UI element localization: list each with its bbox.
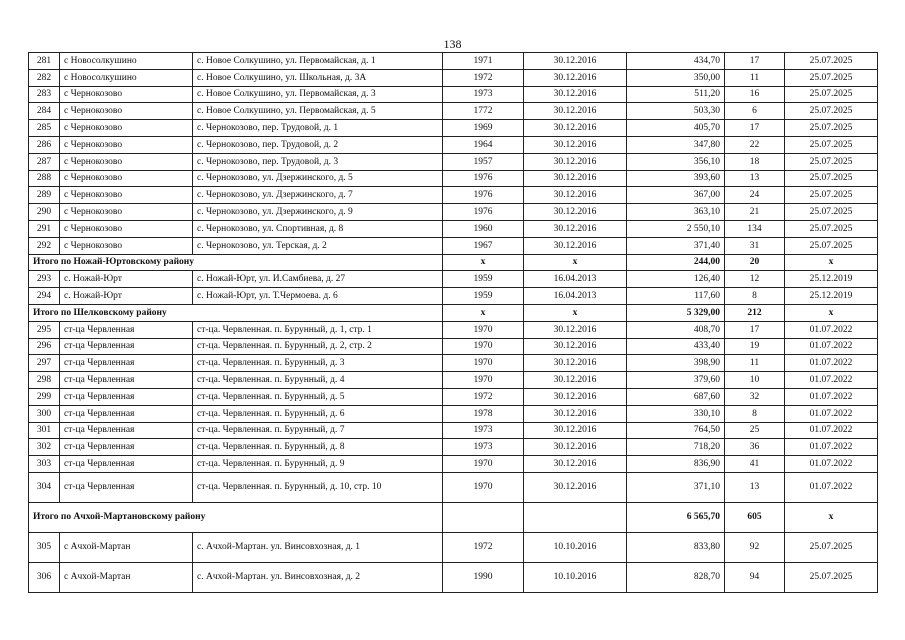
residents-count-cell: 134 [725,220,785,237]
table-row [29,532,878,562]
date-cell: 30.12.2016 [524,472,627,502]
year-cell: 1978 [443,405,524,422]
locality-cell: с Ачхой-Мартан [60,532,193,562]
deadline-cell: х [785,502,878,532]
locality-cell: с Новосолкушино [60,53,193,70]
district-total-label: Итого по Ачхой-Мартановскому району [29,502,443,532]
locality-cell: ст-ца Червленная [60,338,193,355]
area-cell: 379,60 [627,372,725,389]
table-row [29,372,878,389]
date-cell: 30.12.2016 [524,204,627,221]
row-number-cell: 298 [29,372,60,389]
table-row [29,388,878,405]
deadline-cell: 25.07.2025 [785,120,878,137]
residents-count-cell: 212 [725,304,785,321]
area-cell: 836,90 [627,456,725,473]
table-row [29,237,878,254]
row-number-cell: 294 [29,288,60,305]
district-total-row [29,254,878,271]
deadline-cell: 25.07.2025 [785,170,878,187]
district-total-label: Итого по Ножай-Юртовскому району [29,254,443,271]
locality-cell: с Чернокозово [60,120,193,137]
locality-cell: ст-ца Червленная [60,472,193,502]
area-cell: 433,40 [627,338,725,355]
area-cell: 764,50 [627,422,725,439]
residents-count-cell: 20 [725,254,785,271]
address-cell: с. Чернокозово, пер. Трудовой, д. 3 [193,153,443,170]
year-cell: 1973 [443,422,524,439]
area-cell: 126,40 [627,271,725,288]
address-cell: ст-ца. Червленная. п. Бурунный, д. 3 [193,355,443,372]
area-cell: 244,00 [627,254,725,271]
year-cell: 1960 [443,220,524,237]
date-cell: 30.12.2016 [524,372,627,389]
residents-count-cell: 10 [725,372,785,389]
area-cell: 371,10 [627,472,725,502]
area-cell: 330,10 [627,405,725,422]
deadline-cell: 25.07.2025 [785,53,878,70]
table-row [29,338,878,355]
area-cell: 367,00 [627,187,725,204]
residents-count-cell: 22 [725,136,785,153]
table-row [29,153,878,170]
locality-cell: с Чернокозово [60,204,193,221]
deadline-cell: 01.07.2022 [785,338,878,355]
residents-count-cell: 18 [725,153,785,170]
area-cell: 408,70 [627,321,725,338]
date-cell: 10.10.2016 [524,532,627,562]
year-cell: 1973 [443,86,524,103]
address-cell: с. Ножай-Юрт, ул. И.Самбиева, д. 27 [193,271,443,288]
area-cell: 503,30 [627,103,725,120]
year-cell: 1772 [443,103,524,120]
residents-count-cell: 31 [725,237,785,254]
year-cell: 1967 [443,237,524,254]
date-cell: х [524,304,627,321]
table-row [29,136,878,153]
residents-count-cell: 11 [725,69,785,86]
date-cell: х [524,254,627,271]
date-cell: 30.12.2016 [524,388,627,405]
locality-cell: с Чернокозово [60,103,193,120]
table-row [29,271,878,288]
district-total-row [29,304,878,321]
address-cell: ст-ца. Червленная. п. Бурунный, д. 1, стр. 1 [193,321,443,338]
date-cell: 30.12.2016 [524,456,627,473]
row-number-cell: 292 [29,237,60,254]
year-cell: 1957 [443,153,524,170]
year-cell: х [443,254,524,271]
residents-count-cell: 19 [725,338,785,355]
deadline-cell: 25.07.2025 [785,562,878,592]
row-number-cell: 288 [29,170,60,187]
date-cell: 30.12.2016 [524,69,627,86]
year-cell: 1964 [443,136,524,153]
locality-cell: ст-ца Червленная [60,321,193,338]
deadline-cell: 01.07.2022 [785,372,878,389]
deadline-cell: 25.07.2025 [785,153,878,170]
row-number-cell: 296 [29,338,60,355]
year-cell: 1976 [443,187,524,204]
table-row [29,422,878,439]
date-cell: 30.12.2016 [524,321,627,338]
address-cell: с. Ачхой-Мартан. ул. Винсовхозная, д. 2 [193,562,443,592]
area-cell: 687,60 [627,388,725,405]
address-cell: с. Чернокозово, ул. Дзержинского, д. 5 [193,170,443,187]
locality-cell: с Чернокозово [60,86,193,103]
address-cell: с. Чернокозово, пер. Трудовой, д. 1 [193,120,443,137]
locality-cell: ст-ца Червленная [60,439,193,456]
year-cell: 1972 [443,532,524,562]
residents-count-cell: 41 [725,456,785,473]
table-row [29,69,878,86]
row-number-cell: 287 [29,153,60,170]
area-cell: 371,40 [627,237,725,254]
year-cell: 1990 [443,562,524,592]
locality-cell: с Ачхой-Мартан [60,562,193,592]
row-number-cell: 290 [29,204,60,221]
table-row [29,405,878,422]
year-cell: 1959 [443,288,524,305]
date-cell: 16.04.2013 [524,271,627,288]
area-cell: 398,90 [627,355,725,372]
address-cell: с. Новое Солкушино, ул. Первомайская, д. 1 [193,53,443,70]
table-row [29,120,878,137]
residents-count-cell: 36 [725,439,785,456]
date-cell: 30.12.2016 [524,405,627,422]
locality-cell: с Чернокозово [60,136,193,153]
deadline-cell: 01.07.2022 [785,321,878,338]
deadline-cell: 01.07.2022 [785,472,878,502]
deadline-cell: 01.07.2022 [785,422,878,439]
address-cell: с. Новое Солкушино, ул. Первомайская, д. 3 [193,86,443,103]
year-cell: 1969 [443,120,524,137]
year-cell: 1959 [443,271,524,288]
row-number-cell: 297 [29,355,60,372]
address-cell: с. Чернокозово, ул. Дзержинского, д. 7 [193,187,443,204]
area-cell: 347,80 [627,136,725,153]
residents-count-cell: 92 [725,532,785,562]
table-row [29,355,878,372]
deadline-cell: 25.07.2025 [785,136,878,153]
residents-count-cell: 16 [725,86,785,103]
deadline-cell: 25.07.2025 [785,86,878,103]
table-row [29,53,878,70]
address-cell: ст-ца. Червленная. п. Бурунный, д. 10, стр. 10 [193,472,443,502]
row-number-cell: 293 [29,271,60,288]
locality-cell: ст-ца Червленная [60,456,193,473]
locality-cell: ст-ца Червленная [60,388,193,405]
row-number-cell: 303 [29,456,60,473]
date-cell: 30.12.2016 [524,136,627,153]
deadline-cell: 25.07.2025 [785,220,878,237]
residents-count-cell: 8 [725,288,785,305]
row-number-cell: 283 [29,86,60,103]
row-number-cell: 291 [29,220,60,237]
residents-count-cell: 24 [725,187,785,204]
residents-count-cell: 13 [725,170,785,187]
table-body [29,53,878,593]
locality-cell: с Чернокозово [60,187,193,204]
deadline-cell: 25.12.2019 [785,288,878,305]
page-number: 138 [443,37,462,51]
table-row [29,187,878,204]
residents-count-cell: 21 [725,204,785,221]
date-cell: 30.12.2016 [524,422,627,439]
year-cell: 1971 [443,53,524,70]
locality-cell: ст-ца Червленная [60,372,193,389]
locality-cell: с Новосолкушино [60,69,193,86]
residents-count-cell: 12 [725,271,785,288]
table-row [29,439,878,456]
address-cell: с. Новое Солкушино, ул. Первомайская, д. 5 [193,103,443,120]
year-cell: 1972 [443,69,524,86]
table-row [29,321,878,338]
area-cell: 511,20 [627,86,725,103]
address-cell: ст-ца. Червленная. п. Бурунный, д. 6 [193,405,443,422]
deadline-cell: х [785,304,878,321]
deadline-cell: 01.07.2022 [785,405,878,422]
table-row [29,288,878,305]
date-cell: 30.12.2016 [524,53,627,70]
row-number-cell: 300 [29,405,60,422]
deadline-cell: 25.07.2025 [785,204,878,221]
address-cell: с. Новое Солкушино, ул. Школьная, д. 3А [193,69,443,86]
deadline-cell: 25.07.2025 [785,532,878,562]
deadline-cell: 25.07.2025 [785,237,878,254]
locality-cell: с Чернокозово [60,220,193,237]
address-cell: ст-ца. Червленная. п. Бурунный, д. 4 [193,372,443,389]
date-cell: 30.12.2016 [524,187,627,204]
row-number-cell: 286 [29,136,60,153]
area-cell: 363,10 [627,204,725,221]
date-cell: 30.12.2016 [524,103,627,120]
residents-count-cell: 17 [725,321,785,338]
table-row [29,86,878,103]
table-row [29,103,878,120]
deadline-cell: 01.07.2022 [785,439,878,456]
date-cell: 30.12.2016 [524,153,627,170]
area-cell: 393,60 [627,170,725,187]
date-cell: 30.12.2016 [524,120,627,137]
residents-count-cell: 11 [725,355,785,372]
year-cell: 1970 [443,355,524,372]
deadline-cell: 25.07.2025 [785,103,878,120]
residents-count-cell: 17 [725,120,785,137]
address-cell: с. Чернокозово, ул. Терская, д. 2 [193,237,443,254]
table-row [29,456,878,473]
table-row [29,204,878,221]
residents-count-cell: 17 [725,53,785,70]
row-number-cell: 282 [29,69,60,86]
row-number-cell: 295 [29,321,60,338]
row-number-cell: 299 [29,388,60,405]
address-cell: ст-ца. Червленная. п. Бурунный, д. 9 [193,456,443,473]
year-cell: 1970 [443,472,524,502]
locality-cell: с. Ножай-Юрт [60,271,193,288]
residents-count-cell: 605 [725,502,785,532]
date-cell: 10.10.2016 [524,562,627,592]
deadline-cell: 25.12.2019 [785,271,878,288]
year-cell: 1972 [443,388,524,405]
year-cell: 1976 [443,204,524,221]
row-number-cell: 285 [29,120,60,137]
residents-count-cell: 8 [725,405,785,422]
row-number-cell: 289 [29,187,60,204]
deadline-cell: 01.07.2022 [785,388,878,405]
table-row [29,220,878,237]
date-cell [524,502,627,532]
housing-register-table [28,52,878,593]
year-cell: 1970 [443,456,524,473]
row-number-cell: 302 [29,439,60,456]
area-cell: 5 329,00 [627,304,725,321]
residents-count-cell: 32 [725,388,785,405]
year-cell: 1970 [443,372,524,389]
date-cell: 30.12.2016 [524,170,627,187]
date-cell: 16.04.2013 [524,288,627,305]
year-cell: 1976 [443,170,524,187]
address-cell: с. Чернокозово, пер. Трудовой, д. 2 [193,136,443,153]
area-cell: 117,60 [627,288,725,305]
year-cell: 1970 [443,321,524,338]
area-cell: 2 550,10 [627,220,725,237]
locality-cell: с Чернокозово [60,237,193,254]
area-cell: 356,10 [627,153,725,170]
table-row [29,562,878,592]
deadline-cell: 01.07.2022 [785,456,878,473]
date-cell: 30.12.2016 [524,237,627,254]
year-cell [443,502,524,532]
locality-cell: с. Ножай-Юрт [60,288,193,305]
date-cell: 30.12.2016 [524,355,627,372]
area-cell: 6 565,70 [627,502,725,532]
date-cell: 30.12.2016 [524,86,627,103]
year-cell: 1970 [443,338,524,355]
row-number-cell: 281 [29,53,60,70]
area-cell: 350,00 [627,69,725,86]
date-cell: 30.12.2016 [524,338,627,355]
year-cell: 1973 [443,439,524,456]
locality-cell: ст-ца Червленная [60,405,193,422]
residents-count-cell: 25 [725,422,785,439]
area-cell: 718,20 [627,439,725,456]
address-cell: ст-ца. Червленная. п. Бурунный, д. 2, стр. 2 [193,338,443,355]
address-cell: ст-ца. Червленная. п. Бурунный, д. 7 [193,422,443,439]
address-cell: с. Чернокозово, ул. Спортивная, д. 8 [193,220,443,237]
address-cell: ст-ца. Червленная. п. Бурунный, д. 5 [193,388,443,405]
residents-count-cell: 94 [725,562,785,592]
locality-cell: ст-ца Червленная [60,355,193,372]
area-cell: 405,70 [627,120,725,137]
year-cell: х [443,304,524,321]
residents-count-cell: 6 [725,103,785,120]
table-row [29,170,878,187]
area-cell: 434,70 [627,53,725,70]
row-number-cell: 301 [29,422,60,439]
area-cell: 828,70 [627,562,725,592]
address-cell: с. Ножай-Юрт, ул. Т.Чермоева. д. 6 [193,288,443,305]
table-row [29,472,878,502]
deadline-cell: 25.07.2025 [785,69,878,86]
date-cell: 30.12.2016 [524,220,627,237]
locality-cell: с Чернокозово [60,170,193,187]
deadline-cell: х [785,254,878,271]
deadline-cell: 25.07.2025 [785,187,878,204]
locality-cell: с Чернокозово [60,153,193,170]
district-total-row [29,502,878,532]
locality-cell: ст-ца Червленная [60,422,193,439]
address-cell: с. Ачхой-Мартан. ул. Винсовхозная, д. 1 [193,532,443,562]
deadline-cell: 01.07.2022 [785,355,878,372]
address-cell: с. Чернокозово, ул. Дзержинского, д. 9 [193,204,443,221]
area-cell: 833,80 [627,532,725,562]
row-number-cell: 304 [29,472,60,502]
row-number-cell: 305 [29,532,60,562]
district-total-label: Итого по Шелковскому району [29,304,443,321]
date-cell: 30.12.2016 [524,439,627,456]
address-cell: ст-ца. Червленная. п. Бурунный, д. 8 [193,439,443,456]
row-number-cell: 306 [29,562,60,592]
residents-count-cell: 13 [725,472,785,502]
row-number-cell: 284 [29,103,60,120]
